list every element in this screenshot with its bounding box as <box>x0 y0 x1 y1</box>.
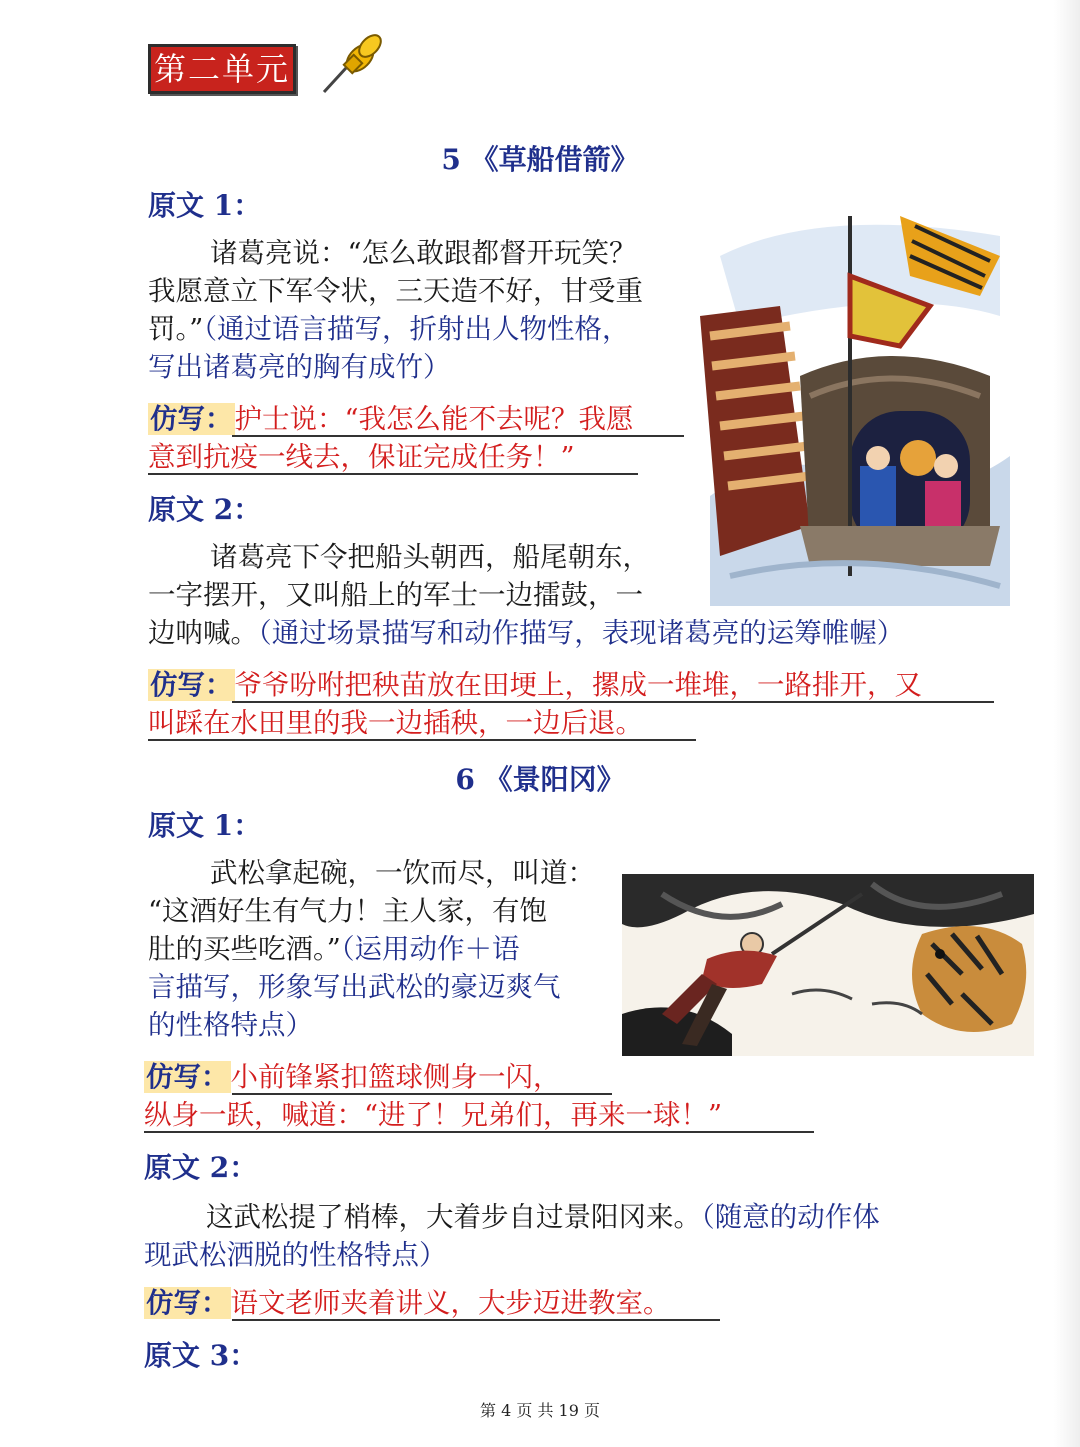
imitation-tag: 仿写： <box>146 1287 229 1319</box>
lesson5-imitation1 <box>148 400 634 476</box>
text-line: 诸葛亮说：“怎么敢跟都督开玩笑？ <box>210 237 637 269</box>
imitation-text: 小前锋紧扣篮球侧身一闪， <box>230 1061 561 1093</box>
lesson5-title: 5 《草船借箭》 <box>441 143 639 176</box>
lesson6-original1-label: 原文 1： <box>148 809 262 842</box>
lesson5-imitation2 <box>148 666 1008 742</box>
annotation-note: 现武松洒脱的性格特点） <box>144 1239 447 1271</box>
imitation-tag: 仿写： <box>150 669 233 701</box>
annotation-note: 的性格特点） <box>148 1009 313 1041</box>
text-line: 一字摆开，又叫船上的军士一边擂鼓，一 <box>148 579 643 611</box>
underline <box>232 1093 612 1095</box>
text-line: 罚。” <box>148 313 204 345</box>
imitation-text: 叫踩在水田里的我一边插秧，一边后退。 <box>148 707 643 739</box>
underline <box>232 701 994 703</box>
annotation-note: 写出诸葛亮的胸有成竹） <box>148 351 451 383</box>
imitation-tag: 仿写： <box>146 1061 229 1093</box>
imitation-text: 意到抗疫一线去，保证完成任务！” <box>148 441 575 473</box>
imitation-text: 语文老师夹着讲义，大步迈进教室。 <box>230 1287 671 1319</box>
underline <box>144 1131 814 1133</box>
lesson6-title: 6 《景阳冈》 <box>455 763 625 796</box>
imitation-text: 纵身一跃，喊道：“进了！兄弟们，再来一球！” <box>144 1099 723 1131</box>
text-line: “这酒好生有气力！主人家，有饱 <box>148 895 548 927</box>
lesson6-original3-label: 原文 3： <box>144 1339 258 1372</box>
annotation-note: （通过场景描写和动作描写，表现诸葛亮的运筹帷幄） <box>258 617 905 649</box>
lesson5-original2-label: 原文 2： <box>148 493 262 526</box>
text-line: 肚的买些吃酒。” <box>148 933 341 965</box>
straw-boat-illustration <box>700 196 1020 606</box>
imitation-tag: 仿写： <box>150 403 233 435</box>
imitation-text: 护士说：“我怎么能不去呢？我愿 <box>234 403 634 435</box>
lesson5-original1-text <box>148 234 698 386</box>
annotation-note: （通过语言描写，折射出人物性格， <box>203 313 630 345</box>
page-edge <box>1054 0 1080 1447</box>
lesson6-imitation2 <box>144 1284 671 1322</box>
lesson5-original1-label: 原文 1： <box>148 189 262 222</box>
annotation-note: 言描写，形象写出武松的豪迈爽气 <box>148 971 561 1003</box>
lesson6-imitation1 <box>144 1058 964 1134</box>
underline <box>232 435 684 437</box>
underline <box>148 473 638 475</box>
unit-badge: 第二单元 <box>148 44 296 94</box>
pushpin-icon <box>316 28 386 98</box>
imitation-text: 爷爷吩咐把秧苗放在田埂上，摞成一堆堆，一路排开，又 <box>234 669 922 701</box>
lesson6-original2-label: 原文 2： <box>144 1151 258 1184</box>
wusong-tiger-illustration <box>622 874 1034 1056</box>
text-line: 这武松提了梢棒，大着步自过景阳冈来。 <box>206 1201 701 1233</box>
underline <box>232 1319 720 1321</box>
underline <box>148 739 696 741</box>
text-line: 我愿意立下军令状，三天造不好，甘受重 <box>148 275 643 307</box>
text-line: 武松拿起碗，一饮而尽，叫道： <box>210 857 595 889</box>
text-line: 诸葛亮下令把船头朝西，船尾朝东， <box>210 541 650 573</box>
annotation-note: （随意的动作体 <box>701 1201 880 1233</box>
text-line: 边呐喊。 <box>148 617 258 649</box>
page-footer: 第 4 页 共 19 页 <box>480 1401 600 1420</box>
annotation-note: （运用动作＋语 <box>340 933 520 965</box>
lesson6-original1-text <box>148 854 618 1044</box>
lesson6-original2-text <box>144 1198 1014 1274</box>
